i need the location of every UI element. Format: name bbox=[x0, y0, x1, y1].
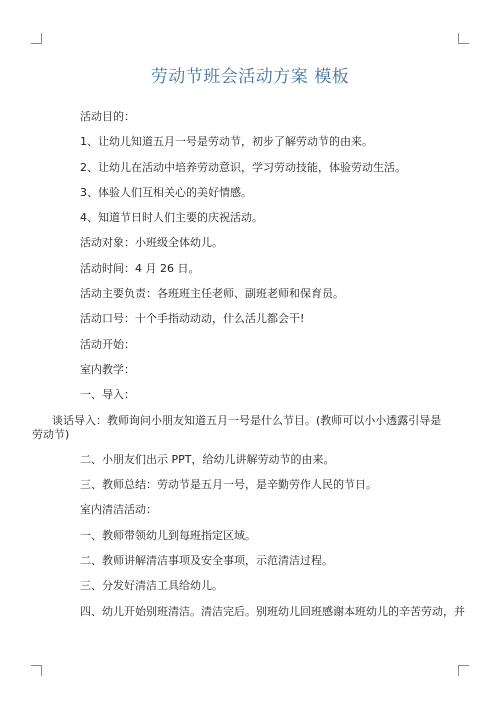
paragraph: 活动对象：小班级全体幼儿。 bbox=[80, 236, 223, 250]
paragraph: 三、分发好清洁工具给幼儿。 bbox=[80, 579, 223, 593]
document-title: 劳动节班会活动方案 模板 bbox=[150, 67, 350, 87]
paragraph: 四、幼儿开始别班清洁。清洁完后。别班幼儿回班感谢本班幼儿的辛苦劳动，并 bbox=[80, 604, 465, 618]
paragraph: 活动口号：十个手指动动动，什么活儿都会干! bbox=[80, 312, 305, 326]
document-body bbox=[32, 110, 465, 630]
paragraph: 三、教师总结：劳动节是五月一号，是辛勤劳作人民的节日。 bbox=[80, 478, 377, 492]
paragraph: 活动目的： bbox=[80, 110, 135, 123]
paragraph: 2、让幼儿在活动中培养劳动意识，学习劳动技能，体验劳动生活。 bbox=[80, 160, 406, 174]
paragraph: 室内清洁活动： bbox=[80, 503, 157, 517]
paragraph: 一、导入： bbox=[80, 388, 135, 402]
paragraph: 活动开始： bbox=[80, 337, 135, 351]
paragraph: 谈话导入：教师询问小朋友知道五月一号是什么节目。(教师可以小小透露引导是劳动节) bbox=[32, 413, 442, 441]
crop-mark-top-left bbox=[31, 33, 42, 44]
crop-mark-bottom-left bbox=[31, 665, 42, 676]
paragraph: 二、教师讲解清洁事项及安全事项，示范清洁过程。 bbox=[80, 554, 333, 568]
paragraph: 4、知道节日时人们主要的庆祝活动。 bbox=[80, 211, 263, 225]
paragraph: 二、小朋友们出示 PPT，给幼儿讲解劳动节的由来。 bbox=[80, 452, 335, 466]
crop-mark-top-right bbox=[458, 33, 469, 44]
crop-mark-bottom-right bbox=[458, 665, 469, 676]
paragraph: 1、让幼儿知道五月一号是劳动节，初步了解劳动节的由来。 bbox=[80, 135, 373, 149]
paragraph: 3、体验人们互相关心的美好情感。 bbox=[80, 185, 252, 199]
paragraph: 活动主要负责：各班班主任老师、副班老师和保育员。 bbox=[80, 287, 344, 301]
paragraph: 活动时间：4 月 26 日。 bbox=[80, 261, 200, 275]
paragraph: 室内教学： bbox=[80, 362, 135, 376]
paragraph: 一、教师带领幼儿到每班指定区域。 bbox=[80, 528, 256, 542]
